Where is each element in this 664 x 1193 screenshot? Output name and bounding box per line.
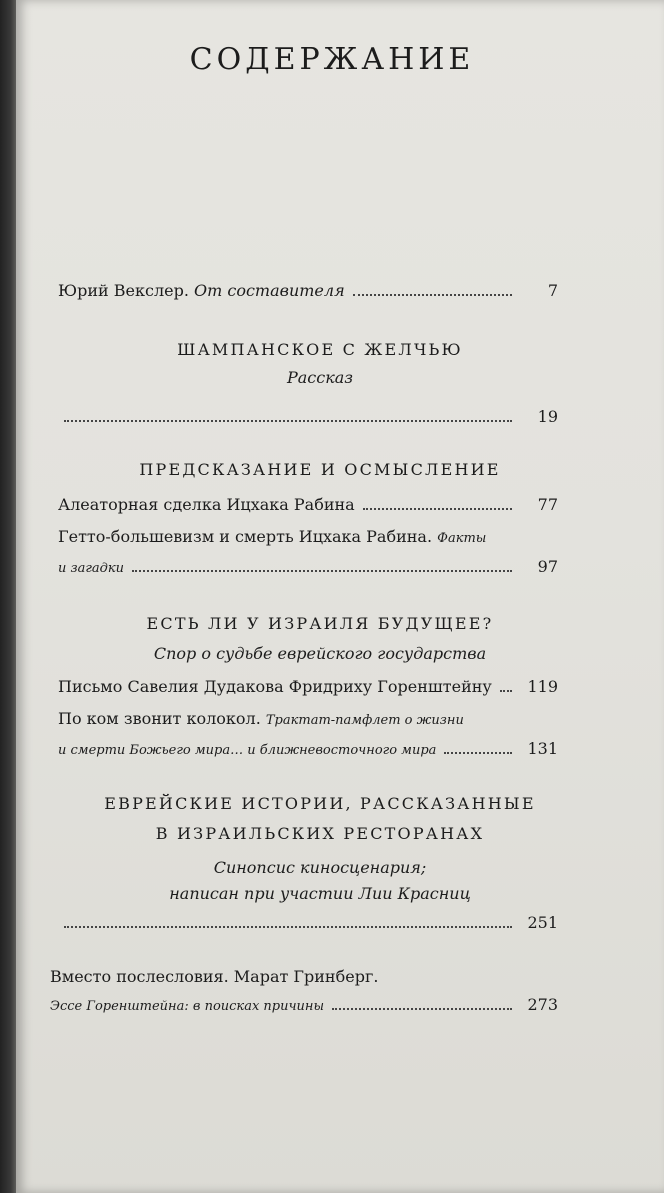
entry-title-italic: Трактат-памфлет о жизни bbox=[265, 713, 464, 728]
dot-leader bbox=[64, 420, 512, 422]
dot-leader bbox=[500, 690, 512, 692]
toc-entry-section4 bbox=[58, 912, 558, 934]
section-subtitle: Синопсис киносценария; bbox=[213, 858, 427, 877]
entry-title-continued: Эссе Горенштейна: в поисках причины bbox=[50, 999, 325, 1014]
section-subtitle-line2: написан при участии Лии Красниц bbox=[169, 884, 471, 903]
entry-title: От составителя bbox=[194, 281, 345, 300]
section-subtitle: Спор о судьбе еврейского государства bbox=[153, 644, 487, 663]
entry-title: Гетто-большевизм и смерть Ицхака Рабина. bbox=[58, 527, 433, 546]
page-number: 7 bbox=[547, 281, 558, 300]
section-heading: ЕВРЕЙСКИЕ ИСТОРИИ, РАССКАЗАННЫЕ bbox=[104, 794, 536, 813]
entry-title-italic: Факты bbox=[437, 531, 487, 546]
section-subtitle: Рассказ bbox=[286, 368, 354, 387]
toc-entry-compiler bbox=[58, 280, 558, 302]
section-heading: ШАМПАНСКОЕ С ЖЕЛЧЬЮ bbox=[177, 340, 463, 359]
dot-leader bbox=[444, 752, 512, 754]
dot-leader bbox=[332, 1008, 512, 1010]
page-title: СОДЕРЖАНИЕ bbox=[189, 42, 475, 77]
section-heading: ЕСТЬ ЛИ У ИЗРАИЛЯ БУДУЩЕЕ? bbox=[146, 614, 494, 633]
entry-title: Письмо Савелия Дудакова Фридриху Горенштейну bbox=[58, 677, 492, 696]
dot-leader bbox=[353, 294, 512, 296]
section-heading: ПРЕДСКАЗАНИЕ И ОСМЫСЛЕНИЕ bbox=[139, 460, 501, 479]
page-number: 273 bbox=[527, 995, 558, 1014]
toc-entry bbox=[58, 708, 558, 762]
entry-title-continued: и смерти Божьего мира… и ближневосточного мира bbox=[58, 743, 437, 758]
toc-entry-afterword bbox=[50, 966, 558, 1018]
entry-title: Вместо послесловия. Марат Гринберг. bbox=[50, 967, 379, 986]
toc-entry bbox=[58, 676, 558, 698]
entry-title: Алеаторная сделка Ицхака Рабина bbox=[58, 495, 355, 514]
page-number: 19 bbox=[537, 407, 558, 426]
dot-leader bbox=[132, 570, 512, 572]
toc-entry bbox=[58, 494, 558, 516]
toc-entry-section1 bbox=[58, 406, 558, 428]
toc-entry bbox=[58, 526, 558, 580]
entry-author: Юрий Векслер. bbox=[58, 281, 189, 300]
dot-leader bbox=[64, 926, 512, 928]
page-number: 119 bbox=[527, 677, 558, 696]
section-heading-line2: В ИЗРАИЛЬСКИХ РЕСТОРАНАХ bbox=[155, 824, 485, 843]
entry-title-continued: и загадки bbox=[58, 561, 125, 576]
entry-title: По ком звонит колокол. bbox=[58, 709, 261, 728]
page-number: 77 bbox=[537, 495, 558, 514]
page-number: 97 bbox=[537, 557, 558, 576]
page-number: 131 bbox=[527, 739, 558, 758]
page-number: 251 bbox=[527, 913, 558, 932]
dot-leader bbox=[363, 508, 512, 510]
